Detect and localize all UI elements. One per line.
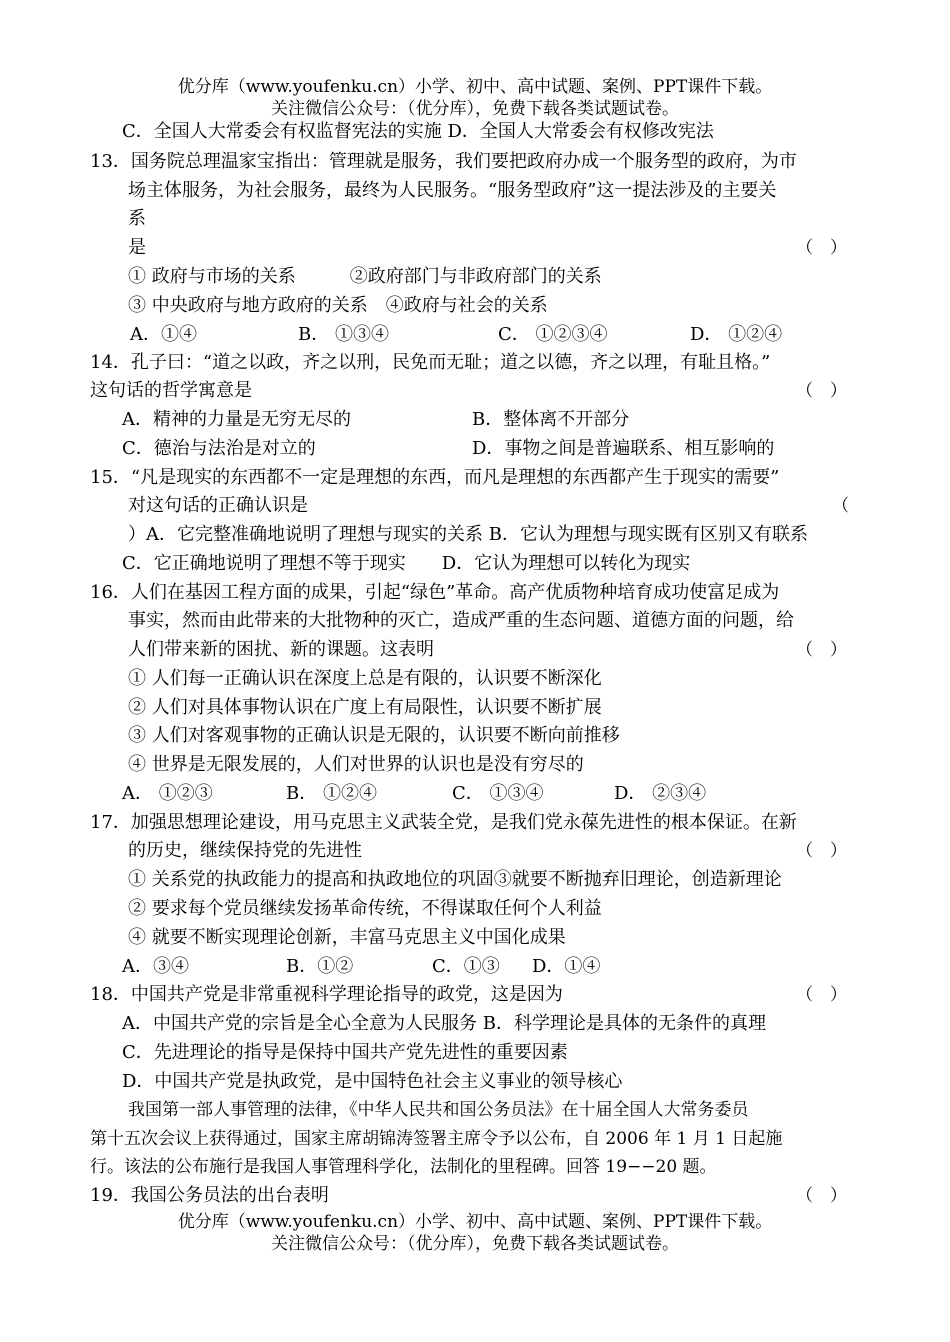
- q15-answer-paren-open: （: [832, 496, 849, 516]
- q12-options-cd: C．全国人大常委会有权监督宪法的实施 D．全国人大常委会有权修改宪法: [122, 121, 714, 142]
- footer-line-2: 关注微信公众号：（优分库），免费下载各类试题试卷。: [271, 1234, 679, 1254]
- q13-option-c: C． ①②③④: [498, 324, 608, 345]
- q17-option-d: D．①④: [532, 956, 601, 977]
- q19-answer-paren: （ ）: [796, 1186, 847, 1206]
- q14-option-d: D．事物之间是普遍联系、相互影响的: [472, 438, 775, 459]
- q15-line-1: 15．“凡是现实的东西都不一定是理想的东西，而凡是理想的东西都产生于现实的需要”: [90, 467, 780, 488]
- q17-answer-paren: （ ）: [796, 841, 847, 861]
- q17-option-b: B．①②: [286, 956, 354, 977]
- q16-option-d: D． ②③④: [614, 783, 707, 804]
- q15-line-3: ）A．它完整准确地说明了理想与现实的关系 B．它认为理想与现实既有区别又有联系: [128, 524, 808, 545]
- q13-option-b: B． ①③④: [298, 324, 389, 345]
- q16-statement-1: ① 人们每一正确认识在深度上总是有限的，认识要不断深化: [128, 668, 602, 689]
- passage-line-3: 行。该法的公布施行是我国人事管理科学化，法制化的里程碑。回答 19−−20 题。: [90, 1157, 717, 1177]
- q16-line-1: 16．人们在基因工程方面的成果，引起“绿色”革命。高产优质物种培育成功使富足成为: [90, 582, 780, 603]
- q16-line-3: 人们带来新的困扰、新的课题。这表明: [128, 639, 434, 660]
- q13-line-1: 13．国务院总理温家宝指出：管理就是服务，我们要把政府办成一个服务型的政府，为市: [90, 151, 797, 172]
- q16-line-2: 事实，然而由此带来的大批物种的灭亡，造成严重的生态问题、道德方面的问题，给: [128, 610, 794, 631]
- q18-line-1: 18．中国共产党是非常重视科学理论指导的政党，这是因为: [90, 984, 563, 1005]
- q16-option-b: B． ①②④: [286, 783, 377, 804]
- q16-answer-paren: （ ）: [796, 640, 847, 660]
- passage-line-2: 第十五次会议上获得通过，国家主席胡锦涛签署主席令予以公布，自 2006 年 1 月 1 日起施: [90, 1129, 783, 1149]
- q13-answer-paren: （ ）: [796, 238, 847, 258]
- q17-option-a: A．③④: [122, 956, 189, 977]
- q14-line-2: 这句话的哲学寓意是: [90, 380, 252, 401]
- q14-line-1: 14．孔子曰：“道之以政，齐之以刑，民免而无耻；道之以德，齐之以理，有耻且格。”: [90, 352, 771, 373]
- q14-answer-paren: （ ）: [796, 381, 847, 401]
- q17-statement-3: ④ 就要不断实现理论创新，丰富马克思主义中国化成果: [128, 927, 566, 948]
- q17-line-2: 的历史，继续保持党的先进性: [128, 840, 362, 861]
- q18-answer-paren: （ ）: [796, 985, 847, 1005]
- q17-statement-1: ① 关系党的执政能力的提高和执政地位的巩固③就要不断抛弃旧理论，创造新理论: [128, 869, 782, 890]
- q13-statement-2: ③ 中央政府与地方政府的关系 ④政府与社会的关系: [128, 295, 548, 316]
- q13-option-a: A．①④: [130, 324, 197, 345]
- footer-line-1: 优分库（www.youfenku.cn）小学、初中、高中试题、案例、PPT课件下载。: [177, 1212, 773, 1232]
- q13-line-4: 是: [128, 237, 146, 258]
- q13-statement-1: ① 政府与市场的关系 ②政府部门与非政府部门的关系: [128, 266, 602, 287]
- passage-line-1: 我国第一部人事管理的法律，《中华人民共和国公务员法》在十届全国人大常务委员: [128, 1100, 749, 1120]
- q13-line-2: 场主体服务，为社会服务，最终为人民服务。“服务型政府”这一提法涉及的主要关: [128, 180, 777, 201]
- q18-option-ab: A．中国共产党的宗旨是全心全意为人民服务 B．科学理论是具体的无条件的真理: [122, 1013, 766, 1034]
- q14-option-b: B．整体离不开部分: [472, 409, 630, 430]
- q19-line-1: 19．我国公务员法的出台表明: [90, 1185, 329, 1206]
- q18-option-c: C．先进理论的指导是保持中国共产党先进性的重要因素: [122, 1042, 568, 1063]
- header-line-2: 关注微信公众号：（优分库），免费下载各类试题试卷。: [271, 99, 679, 119]
- q18-option-d: D．中国共产党是执政党，是中国特色社会主义事业的领导核心: [122, 1071, 623, 1092]
- q16-option-c: C． ①③④: [452, 783, 544, 804]
- q16-statement-4: ④ 世界是无限发展的，人们对世界的认识也是没有穷尽的: [128, 754, 584, 775]
- q13-option-d: D． ①②④: [690, 324, 783, 345]
- q15-line-2: 对这句话的正确认识是: [128, 495, 308, 516]
- q14-option-a: A．精神的力量是无穷无尽的: [122, 409, 351, 430]
- q16-option-a: A． ①②③: [122, 783, 213, 804]
- header-line-1: 优分库（www.youfenku.cn）小学、初中、高中试题、案例、PPT课件下载。: [177, 77, 773, 97]
- q16-statement-2: ② 人们对具体事物认识在广度上有局限性，认识要不断扩展: [128, 697, 602, 718]
- q17-option-c: C．①③: [432, 956, 500, 977]
- q16-statement-3: ③ 人们对客观事物的正确认识是无限的，认识要不断向前推移: [128, 725, 620, 746]
- q17-line-1: 17．加强思想理论建设，用马克思主义武装全党，是我们党永葆先进性的根本保证。在新: [90, 812, 797, 833]
- q17-statement-2: ② 要求每个党员继续发扬革命传统，不得谋取任何个人利益: [128, 898, 602, 919]
- q15-line-4: C．它正确地说明了理想不等于现实 D．它认为理想可以转化为现实: [122, 553, 691, 574]
- q14-option-c: C．德治与法治是对立的: [122, 438, 316, 459]
- q13-line-3: 系: [128, 208, 146, 229]
